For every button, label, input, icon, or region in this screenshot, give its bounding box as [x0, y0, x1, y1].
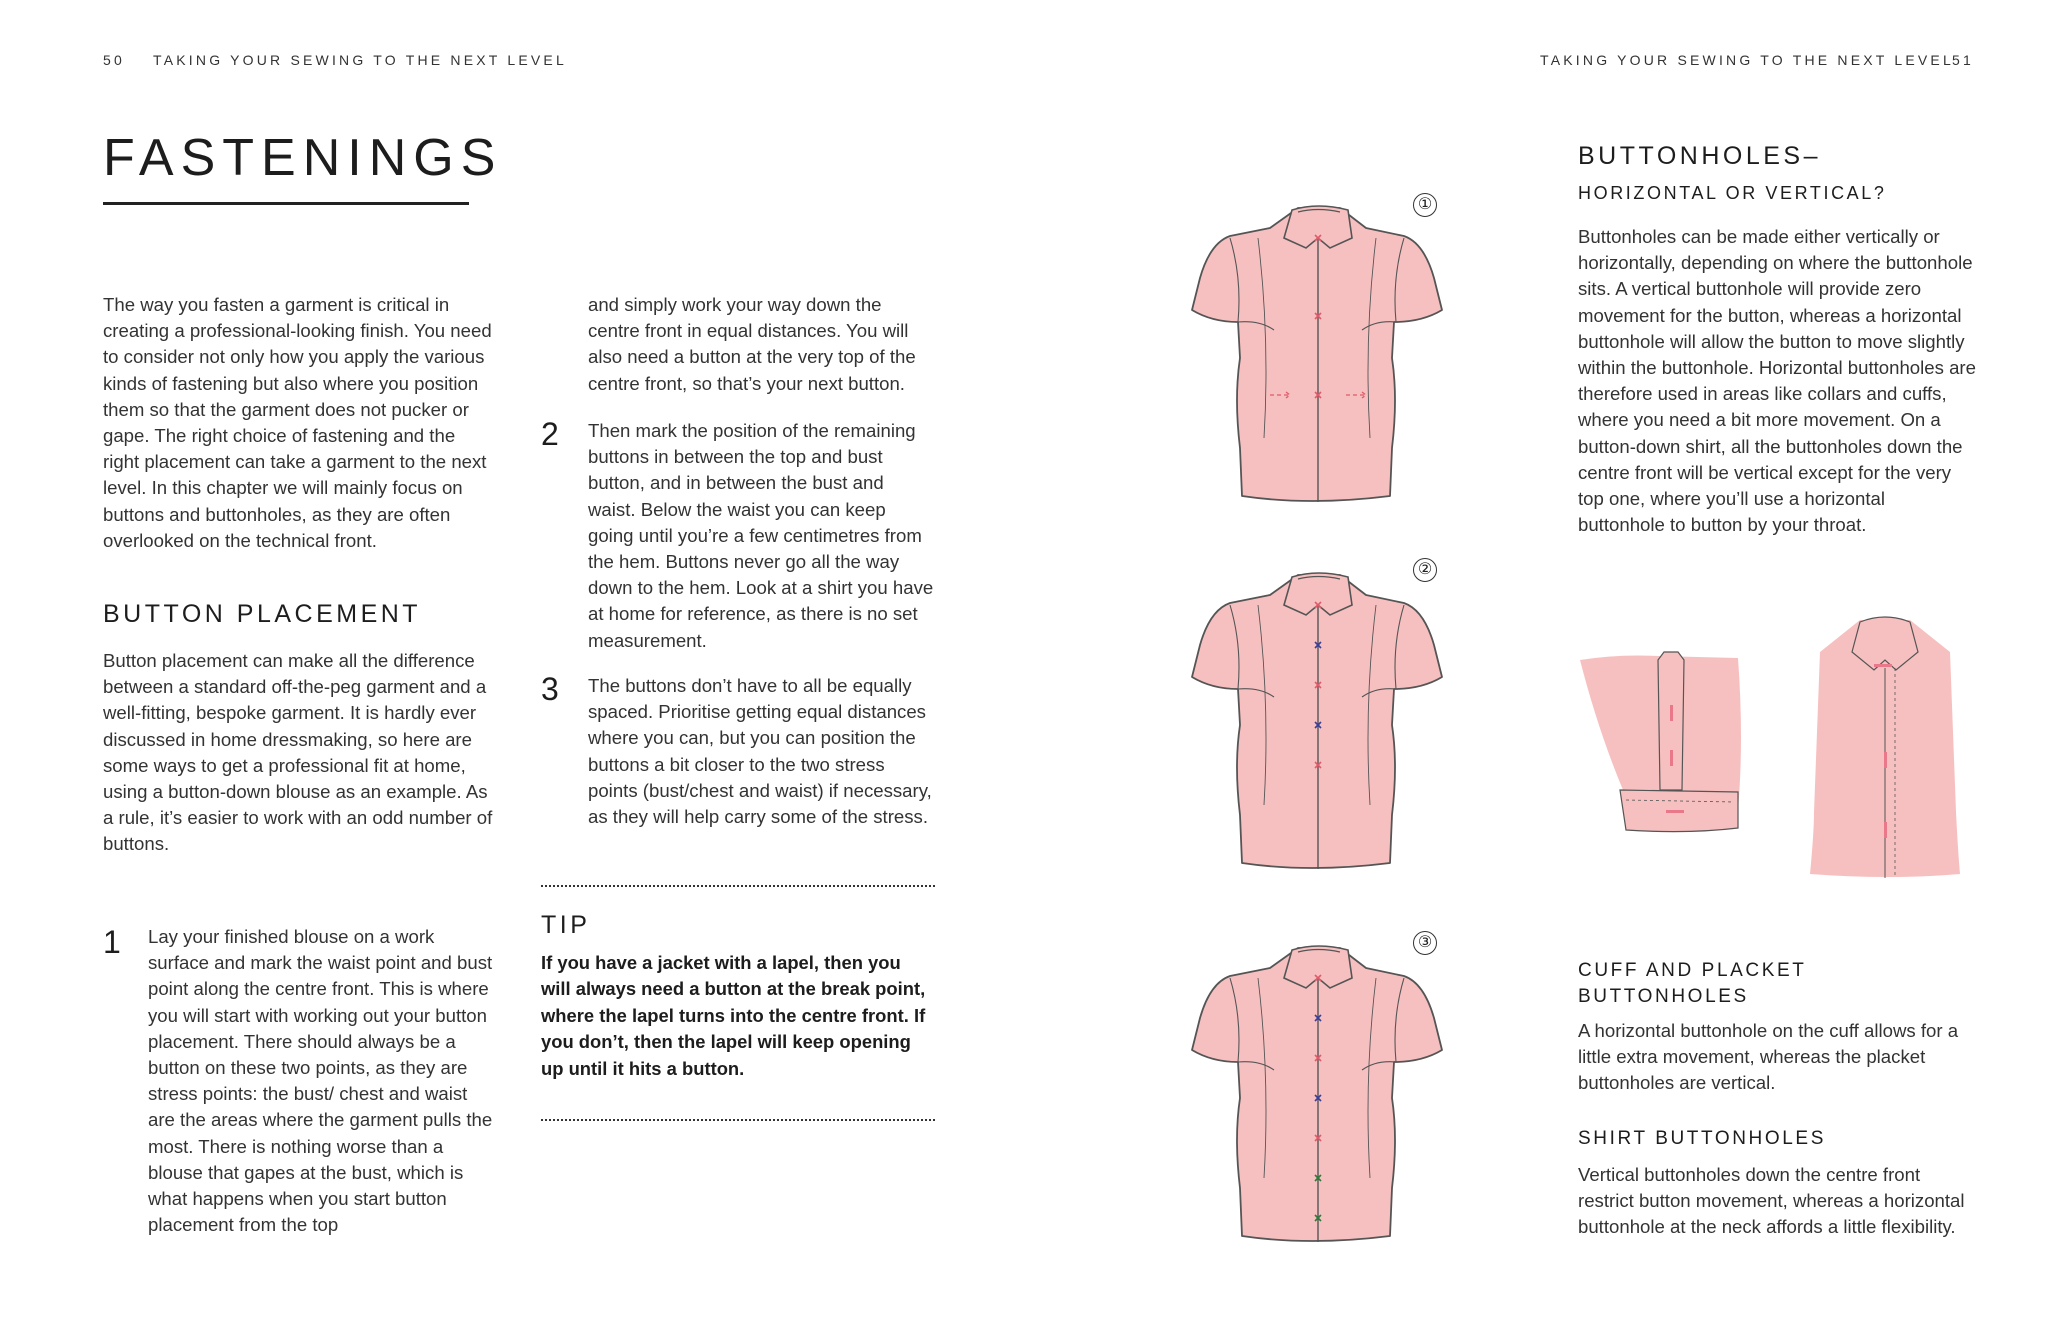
step-number-2: 2: [541, 416, 559, 452]
button-placement-paragraph: Button placement can make all the difference between a standard off-the-peg garment and a well-fitting, bespoke garment. It is hardly ever discussed in home dressmaking, so here are some ways to get a professional fit at home, using a button-down blouse as an example. As a rule, it’s easier to work with an odd number of buttons.: [103, 650, 493, 855]
cuff-placket-paragraph: A horizontal buttonhole on the cuff allows for a little extra movement, whereas the placket buttonholes are vertical.: [1578, 1020, 1959, 1094]
placket-illustration: [1800, 612, 1970, 882]
figure-badge-3: ③: [1413, 931, 1437, 955]
blouse-illustration-step-2: [1190, 565, 1460, 870]
step-number-3: 3: [541, 671, 559, 707]
buttonholes-heading: BUTTONHOLES–: [1578, 142, 1821, 170]
shirt-buttonholes-heading: SHIRT BUTTONHOLES: [1578, 1128, 1826, 1149]
cuff-buttonhole: [1666, 810, 1684, 813]
title-underline: [103, 202, 469, 205]
step-1-text: Lay your finished blouse on a work surface and mark the waist point and bust point along the centre front. This is where you will start with working out your button placement. There should always be a button on these two points, as they are stress points: the bust/ chest and waist are the areas where the garment pulls the most. There is nothing worse than a blouse that gapes at the bust, which is what happens when you start button placement from the top: [148, 926, 493, 1236]
shirt-buttonholes-paragraph: Vertical buttonholes down the centre front restrict button movement, whereas a horizontal buttonhole at the neck affords a little flexibility.: [1578, 1164, 1965, 1238]
blouse-body: [1192, 948, 1442, 1241]
blouse-illustration-step-1: [1190, 198, 1460, 503]
placket-buttonhole-1: [1670, 705, 1673, 721]
figure-badge-1: ①: [1413, 193, 1437, 217]
cuff-placket-heading: CUFF AND PLACKET BUTTONHOLES: [1578, 960, 1807, 1007]
blouse-body: [1192, 575, 1442, 868]
blouse-body: [1192, 208, 1442, 501]
step-3-text: The buttons don’t have to all be equally spaced. Prioritise getting equal distances where you can, but you can position the buttons a bit closer to the two stress points (bust/chest and waist) if necessary, as they will help carry some of the stress.: [588, 675, 932, 828]
intro-paragraph: The way you fasten a garment is critical in creating a professional-looking finish. You need to consider not only how you apply the various kinds of fastening but also where you position them so that the garment does not pucker or gape. The right choice of fastening and the right placement can take a garment to the next level. In this chapter we will mainly focus on buttons and buttonholes, as they are often overlooked on the technical front.: [103, 294, 492, 551]
figure-badge-2: ②: [1413, 558, 1437, 582]
step-1-continued-text: and simply work your way down the centre front in equal distances. You will also need a button at the very top of the centre front, so that’s your next button.: [588, 294, 916, 394]
page-title: FASTENINGS: [103, 129, 503, 187]
right-running-title: TAKING YOUR SEWING TO THE NEXT LEVEL: [1540, 52, 1954, 68]
left-running-title: TAKING YOUR SEWING TO THE NEXT LEVEL: [153, 52, 567, 68]
tip-text: If you have a jacket with a lapel, then you will always need a button at the break point, where the lapel turns into the centre front. If you don’t, then the lapel will keep opening up until it hits a button.: [541, 952, 926, 1079]
tip-box: [541, 885, 935, 1121]
front-buttonhole-2: [1884, 822, 1887, 838]
tip-heading: TIP: [541, 911, 591, 939]
right-page-number: 51: [1952, 52, 1974, 68]
front-buttonhole-1: [1884, 752, 1887, 768]
step-number-1: 1: [103, 924, 121, 960]
left-page-number: 50: [103, 52, 125, 68]
cuff-illustration: [1578, 650, 1748, 875]
buttonholes-subheading: HORIZONTAL OR VERTICAL?: [1578, 183, 1887, 203]
neck-buttonhole: [1874, 664, 1892, 667]
placket-buttonhole-2: [1670, 750, 1673, 766]
buttonholes-paragraph: Buttonholes can be made either vertically or horizontally, depending on where the buttonhole sits. A vertical buttonhole will provide zero movement for the button, whereas a horizontal buttonhole will allow the button to move slightly within the buttonhole. Horizontal buttonholes are therefore used in areas like collars and cuffs, where you need a bit more movement. On a button-down shirt, all the buttonholes down the centre front will be vertical except for the very top one, where you’ll use a horizontal buttonhole to button by your throat.: [1578, 226, 1976, 536]
blouse-illustration-step-3: [1190, 938, 1460, 1243]
button-placement-heading: BUTTON PLACEMENT: [103, 600, 422, 628]
step-2-text: Then mark the position of the remaining buttons in between the top and bust button, and in between the bust and waist. Below the waist you can keep going until you’re a few centimetres from the hem. Buttons never go all the way down to the hem. Look at a shirt you have at home for reference, as there is no set measurement.: [588, 420, 934, 651]
